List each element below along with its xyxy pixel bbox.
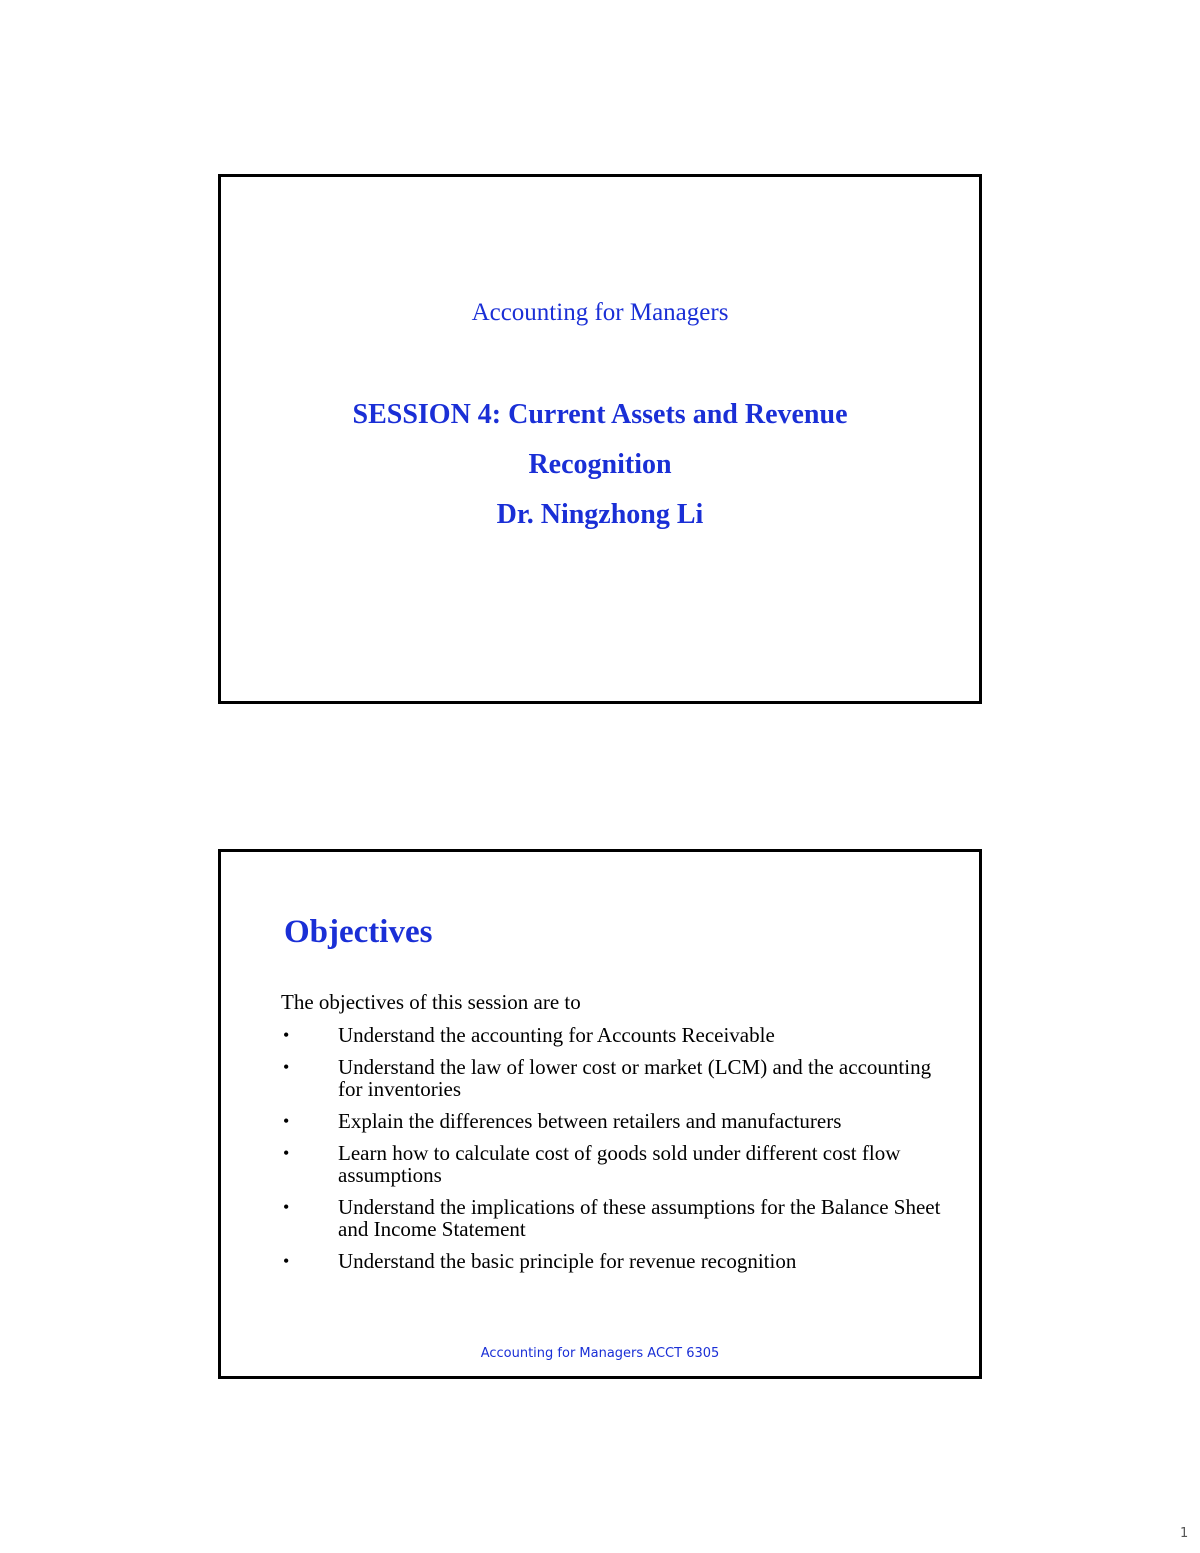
session-title-line-1: SESSION 4: Current Assets and Revenue [352,399,848,430]
session-title-line-2: Recognition [528,449,672,480]
objectives-slide [218,849,982,1379]
page-number: 1 [1180,1526,1189,1541]
list-item [281,1110,941,1132]
list-item-text: Understand the accounting for Accounts Receivable [338,1023,775,1047]
list-item-text: Learn how to calculate cost of goods sold under different cost flow assumptions [338,1141,901,1187]
session-title [221,390,979,540]
title-slide [218,174,982,704]
slide-footer: Accounting for Managers ACCT 6305 [480,1346,720,1361]
bullet-icon: • [283,1251,290,1271]
bullet-icon: • [283,1057,290,1077]
bullet-icon: • [283,1197,290,1217]
list-item [281,1024,941,1046]
objectives-heading: Objectives [284,914,433,950]
list-item-text: Understand the law of lower cost or market (LCM) and the accounting for inventories [338,1055,932,1101]
list-item [281,1250,941,1272]
bullet-icon: • [283,1143,290,1163]
objectives-list [281,1024,941,1282]
list-item-text: Explain the differences between retailers and manufacturers [338,1109,842,1133]
list-item-text: Understand the basic principle for revenue recognition [338,1249,797,1273]
bullet-icon: • [283,1025,290,1045]
list-item [281,1056,941,1100]
objectives-intro: The objectives of this session are to [281,990,581,1014]
list-item-text: Understand the implications of these assumptions for the Balance Sheet and Income Statement [338,1195,941,1241]
bullet-icon: • [283,1111,290,1131]
list-item [281,1142,941,1186]
course-subtitle: Accounting for Managers [471,299,729,326]
list-item [281,1196,941,1240]
author-name: Dr. Ningzhong Li [496,499,704,530]
